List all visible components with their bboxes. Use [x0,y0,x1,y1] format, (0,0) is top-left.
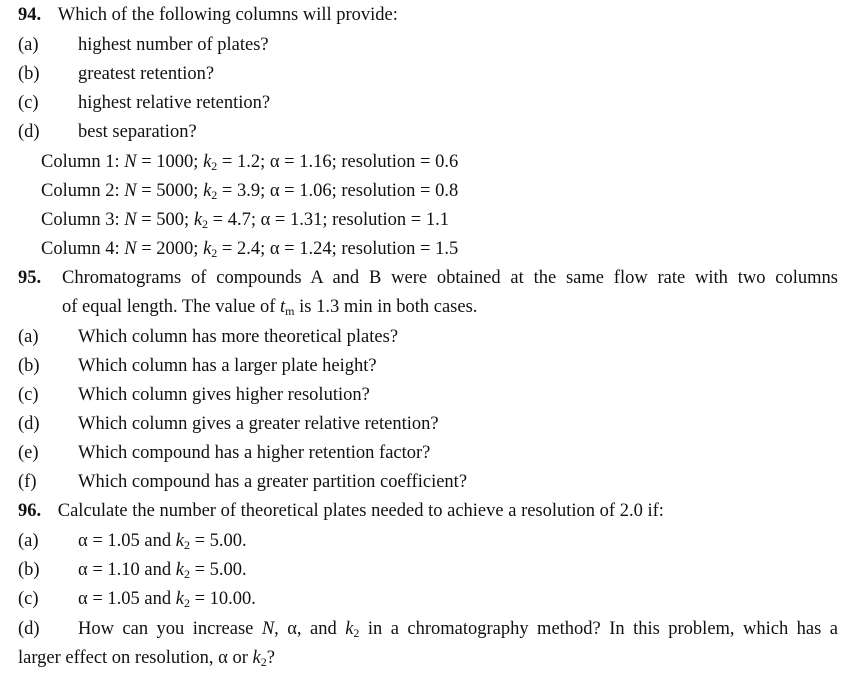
question-part [18,63,40,85]
part-text: Which column gives higher resolution? [78,385,370,405]
part-d-line1: How can you increase N, α, and $k_2$ in a chromatography method? In this problem, which has a [78,619,838,640]
question-part [18,92,39,114]
column-alpha: 1.16 [299,152,332,172]
part-label: (a) [18,35,39,55]
column-spec-row: Column 1: N = 1000; $k_2 = 1.2$; α = 1.16; resolution = 0.6 [41,152,459,173]
part-text: highest relative retention? [78,93,271,113]
column-alpha: 1.24 [299,239,332,259]
column-alpha: 1.31 [290,210,323,230]
part-text: α = 1.10 and $k_2 = 5.00$. [78,560,247,581]
column-N: 1000 [156,152,194,172]
k2-value: 10.00. [209,589,256,609]
part-text: Which compound has a greater partition coefficient? [78,472,468,492]
column-k2: 4.7 [227,210,251,230]
part-label: (a) [18,531,39,551]
question-94-header [18,4,398,26]
tm-subscript: m [285,304,295,318]
column-resolution: 1.1 [425,210,449,230]
part-label: (c) [18,589,39,609]
column-name: Column 4 [41,239,115,259]
part-text: greatest retention? [78,64,215,84]
column-alpha: 1.06 [299,181,332,201]
question-number: 94. [18,5,42,25]
column-k2: 3.9 [236,181,261,201]
column-k2: 2.4 [236,239,261,259]
alpha-value: 1.05 [107,531,140,551]
column-name: Column 1 [41,152,115,172]
column-resolution: 0.6 [435,152,459,172]
question-stem: Calculate the number of theoretical plates needed to achieve a resolution of 2.0 if: [57,501,664,521]
part-label: (b) [18,356,40,376]
k2-value: 5.00. [209,531,247,551]
question-96-header [18,500,664,522]
part-label: (d) [18,619,40,639]
alpha-value: 1.10 [107,560,140,580]
column-name: Column 3 [41,210,115,230]
alpha-value: 1.05 [107,589,140,609]
question-stem-line: of equal length. The value of $t_m$ is 1.3 min in both cases. [62,297,478,318]
part-text: α = 1.05 and $k_2 = 5.00$. [78,531,247,552]
column-k2: 1.2 [236,152,261,172]
column-spec-row: Column 4: N = 2000; $k_2 = 2.4$; α = 1.24; resolution = 1.5 [41,239,459,260]
part-label: (e) [18,443,39,463]
part-label: (d) [18,414,40,434]
part-text: Which column gives a greater relative retention? [78,414,439,434]
part-text: best separation? [78,122,197,142]
column-spec-row: Column 2: N = 5000; $k_2 = 3.9$; α = 1.06; resolution = 0.8 [41,181,459,202]
part-label: (f) [18,472,37,492]
part-label: (b) [18,560,40,580]
column-resolution: 0.8 [435,181,459,201]
question-95-number: 95. [18,268,42,288]
column-name: Column 2 [41,181,115,201]
question-stem-line: Chromatograms of compounds A and B were obtained at the same flow rate with two columns [62,268,838,288]
part-text: Which compound has a higher retention factor? [78,443,431,463]
part-label: (c) [18,385,39,405]
part-text: α = 1.05 and $k_2 = 10.00$. [78,589,256,610]
column-spec-row: Column 3: N = 500; $k_2 = 4.7$; α = 1.31; resolution = 1.1 [41,210,449,231]
column-resolution: 1.5 [435,239,459,259]
part-label: (b) [18,64,40,84]
column-N: 2000 [156,239,194,259]
part-text: Which column has more theoretical plates? [78,327,399,347]
question-part [18,34,39,56]
part-label: (a) [18,327,39,347]
k2-value: 5.00. [209,560,247,580]
question-number: 96. [18,501,42,521]
column-N: 5000 [156,181,194,201]
part-text: Which column has a larger plate height? [78,356,377,376]
part-text: highest number of plates? [78,35,269,55]
part-label: (c) [18,93,39,113]
tm-variable: t [280,297,286,317]
part-d-line2: larger effect on resolution, α or $k_2$? [18,648,275,669]
question-part [18,121,40,143]
question-stem: Which of the following columns will provide: [57,5,398,25]
part-label: (d) [18,122,40,142]
column-N: 500 [156,210,185,230]
